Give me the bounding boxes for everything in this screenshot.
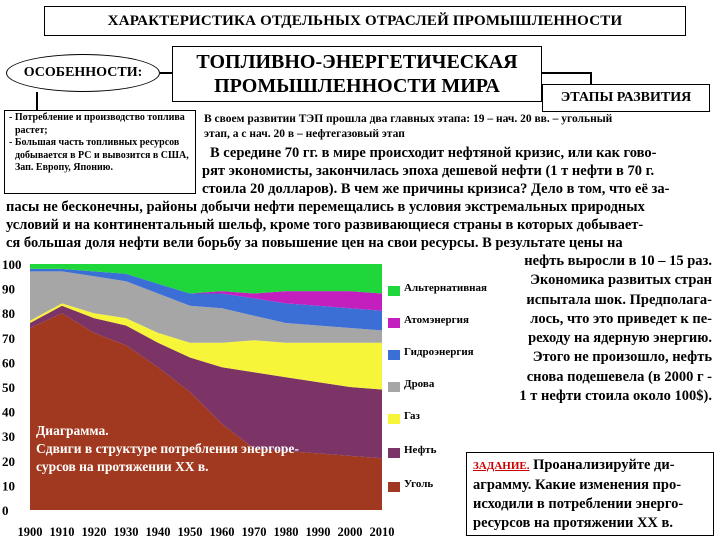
right-text-line: 1 т нефти стоила около 100$). <box>519 388 712 405</box>
right-text-line: реходу на ядерную энергию. <box>528 330 712 347</box>
y-tick-label: 20 <box>2 453 15 469</box>
task-label: ЗАДАНИЕ. <box>473 460 530 472</box>
task-text-line: аграмму. Какие изменения про- <box>473 477 682 493</box>
feature-item: - Потребление и производство топлива растет; <box>9 112 185 136</box>
connector-line <box>590 72 592 84</box>
x-tick-label: 2000 <box>337 525 363 539</box>
x-tick-label: 1980 <box>273 525 299 539</box>
body-text-line: рят экономисты, закончилась эпоха дешевой нефти (1 т нефти в 70 г. <box>202 163 655 179</box>
body-text-line: ся большая доля нефти вели борьбу за повышение цен на свои ресурсы. В результате цены на <box>6 235 623 251</box>
x-tick-label: 1960 <box>209 525 235 539</box>
legend-label-hydro: Гидроэнергия <box>404 346 474 358</box>
stages-text-line2: этап, а с нач. 20 в – нефтегазовый этап <box>204 128 405 140</box>
body-text-line: пасы не бесконечны, районы добычи нефти перемещались в условия экстремальных природных <box>6 199 645 215</box>
feature-item: - Большая часть топливных ресурсов добывается в РС и вывозится в США, Зап. Европу, Японию. <box>9 137 189 173</box>
legend-swatch-wood <box>388 382 400 392</box>
features-box <box>4 110 196 194</box>
legend-swatch-coal <box>388 482 400 492</box>
y-tick-label: 70 <box>2 330 15 346</box>
legend-label-wood: Дрова <box>404 378 435 390</box>
legend-swatch-hydro <box>388 350 400 360</box>
right-text-line: лось, что это приведет к пе- <box>530 310 712 327</box>
chart-caption-line: Диаграмма. <box>36 423 109 438</box>
main-title <box>172 46 542 102</box>
x-tick-label: 1930 <box>113 525 139 539</box>
y-tick-label: 100 <box>2 258 22 272</box>
connector-line <box>160 72 172 74</box>
stages-label: ЭТАПЫ РАЗВИТИЯ <box>542 84 710 112</box>
body-text-line: В середине 70 гг. в мире происходит нефтяной кризис, или как гово- <box>210 145 657 161</box>
y-tick-label: 0 <box>2 503 9 518</box>
right-text-line: Этого не произошло, нефть <box>532 349 712 366</box>
y-tick-label: 30 <box>2 429 15 445</box>
legend-label-gas: Газ <box>404 410 420 422</box>
y-tick-label: 10 <box>2 478 15 494</box>
chart-caption-line: сурсов на протяжении XX в. <box>36 459 209 474</box>
x-tick-label: 1990 <box>305 525 331 539</box>
task-text-line: исходили в потреблении энерго- <box>473 496 684 512</box>
legend-swatch-gas <box>388 414 400 424</box>
stages-text-line1: В своем развитии ТЭП прошла два главных этапа: 19 – нач. 20 вв. – угольный <box>204 113 613 125</box>
y-tick-label: 80 <box>2 306 15 322</box>
legend-label-coal: Уголь <box>404 478 434 490</box>
x-tick-label: 1950 <box>177 525 203 539</box>
main-title-line2: ПРОМЫШЛЕННОСТИ МИРА <box>214 75 500 97</box>
y-tick-label: 50 <box>2 380 15 395</box>
right-text-line: нефть выросли в 10 – 15 раз. <box>524 253 712 269</box>
connector-line <box>36 92 38 110</box>
x-tick-label: 1940 <box>145 525 171 539</box>
chart-caption <box>36 422 299 476</box>
right-text-block <box>466 252 712 406</box>
y-tick-label: 60 <box>2 355 15 371</box>
legend-swatch-alternative <box>388 286 400 296</box>
x-tick-label: 1920 <box>81 525 107 539</box>
right-text-line: Экономика развитых стран <box>530 272 712 289</box>
legend-swatch-nuclear <box>388 318 400 328</box>
legend-label-alternative: Альтернативная <box>404 282 487 294</box>
x-tick-label: 1910 <box>49 525 75 539</box>
features-label: ОСОБЕННОСТИ: <box>6 54 160 92</box>
x-tick-label: 1970 <box>241 525 267 539</box>
body-text-line: стоила 20 долларов). В чем же причины кризиса? Дело в том, что её за- <box>202 181 670 197</box>
task-text-line: ресурсов на протяжении XX в. <box>473 515 673 531</box>
legend-swatch-oil <box>388 448 400 458</box>
y-tick-label: 90 <box>2 281 15 297</box>
chart-caption-line: Сдвиги в структуре потребления энергоре- <box>36 441 299 456</box>
legend-label-oil: Нефть <box>404 444 437 456</box>
connector-line <box>542 72 590 74</box>
right-text-line: испытала шок. Предполага- <box>526 291 712 308</box>
right-text-line: снова подешевела (в 2000 г - <box>526 368 712 385</box>
page-title: ХАРАКТЕРИСТИКА ОТДЕЛЬНЫХ ОТРАСЛЕЙ ПРОМЫШЛЕННОСТИ <box>44 6 686 36</box>
y-tick-label: 40 <box>2 404 15 420</box>
legend-label-nuclear: Атомэнергия <box>404 314 469 326</box>
body-text-line: условий и на континентальный шельф, кроме того развивающиеся страны в которых добывает- <box>6 217 644 233</box>
task-text-line: Проанализируйте ди- <box>529 457 675 473</box>
task-box <box>466 452 714 536</box>
x-tick-label: 2010 <box>369 525 395 539</box>
x-tick-label: 1900 <box>17 525 43 539</box>
main-title-line1: ТОПЛИВНО-ЭНЕРГЕТИЧЕСКАЯ <box>196 51 518 73</box>
